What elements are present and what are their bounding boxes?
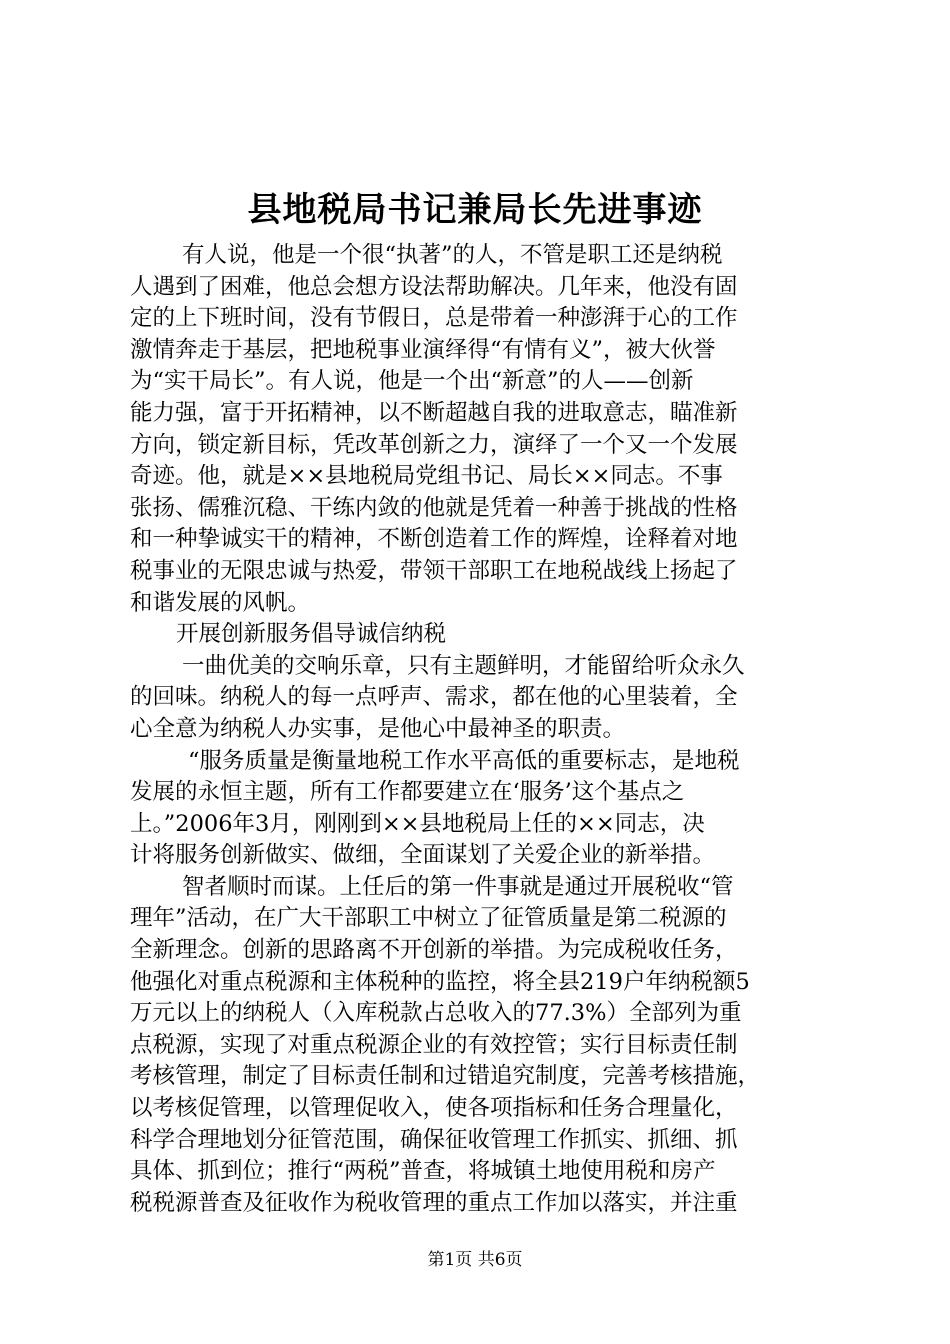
document-title: 县地税局书记兼局长先进事迹	[247, 190, 703, 230]
paragraph-line: 为“实干局长”。有人说，他是一个出“新意”的人——创新	[130, 368, 694, 395]
paragraph-line: 一曲优美的交响乐章，只有主题鲜明，才能留给听众永久	[182, 652, 745, 679]
paragraph-line: 以考核促管理，以管理促收入，使各项指标和任务合理量化，	[130, 1095, 738, 1122]
paragraph-line: 激情奔走于基层，把地税事业演绎得“有情有义”，被大伙誉	[130, 336, 716, 363]
paragraph-line: 理年”活动，在广大干部职工中树立了征管质量是第二税源的	[130, 905, 727, 932]
paragraph-line: 人遇到了困难，他总会想方设法帮助解决。几年来，他没有固	[130, 273, 738, 300]
document-body	[130, 240, 830, 1219]
paragraph-line: 张扬、儒雅沉稳、干练内敛的他就是凭着一种善于挑战的性格	[130, 494, 738, 521]
paragraph-line: 和谐发展的风帆。	[130, 589, 311, 616]
paragraph-line: 具体、抓到位；推行“两税”普查，将城镇土地使用税和房产	[130, 1158, 716, 1185]
paragraph-line: 全新理念。创新的思路离不开创新的举措。为完成税收任务，	[130, 937, 738, 964]
paragraph-line: 定的上下班时间，没有节假日，总是带着一种澎湃于心的工作	[130, 305, 738, 332]
paragraph-line: 税税源普查及征收作为税收管理的重点工作加以落实，并注重	[130, 1189, 738, 1216]
paragraph-line: 有人说，他是一个很“执著”的人，不管是职工还是纳税	[182, 242, 723, 268]
paragraph-line: 能力强，富于开拓精神，以不断超越自我的进取意志，瞄准新	[130, 399, 738, 426]
page-number: 第1页 共6页	[427, 1250, 523, 1270]
paragraph-line: 奇迹。他，就是××县地税局党组书记、局长××同志。不事	[130, 463, 723, 490]
paragraph-line: 计将服务创新做实、做细，全面谋划了关爱企业的新举措。	[130, 842, 716, 869]
paragraph-line: “服务质量是衡量地税工作水平高低的重要标志，是地税	[188, 747, 740, 774]
paragraph-line: 考核管理，制定了目标责任制和过错追究制度，完善考核措施，	[130, 1063, 761, 1090]
paragraph-line: 他强化对重点税源和主体税种的监控，将全县219户年纳税额5	[130, 968, 750, 995]
paragraph-line: 发展的永恒主题，所有工作都要建立在‘服务’这个基点之	[130, 779, 685, 806]
paragraph-line: 科学合理地划分征管范围，确保征收管理工作抓实、抓细、抓	[130, 1126, 738, 1153]
paragraph-line: 心全意为纳税人办实事，是他心中最神圣的职责。	[130, 715, 626, 742]
paragraph-line: 和一种挚诚实干的精神，不断创造着工作的辉煌，诠释着对地	[130, 526, 738, 553]
paragraph-line: 的回味。纳税人的每一点呼声、需求，都在他的心里装着，全	[130, 684, 738, 711]
paragraph-line: 方向，锁定新目标，凭改革创新之力，演绎了一个又一个发展	[130, 431, 738, 458]
paragraph-line: 智者顺时而谋。上任后的第一件事就是通过开展税收“管	[182, 873, 734, 900]
paragraph-line: 点税源，实现了对重点税源企业的有效控管；实行目标责任制	[130, 1031, 738, 1058]
paragraph-line: 税事业的无限忠诚与热爱，带领干部职工在地税战线上扬起了	[130, 557, 738, 584]
paragraph-line: 上。”2006年3月，刚刚到××县地税局上任的××同志，决	[130, 810, 705, 837]
paragraph-line: 万元以上的纳税人（入库税款占总收入的77.3%）全部列为重	[130, 1000, 742, 1027]
section-heading: 开展创新服务倡导诚信纳税	[176, 621, 447, 648]
